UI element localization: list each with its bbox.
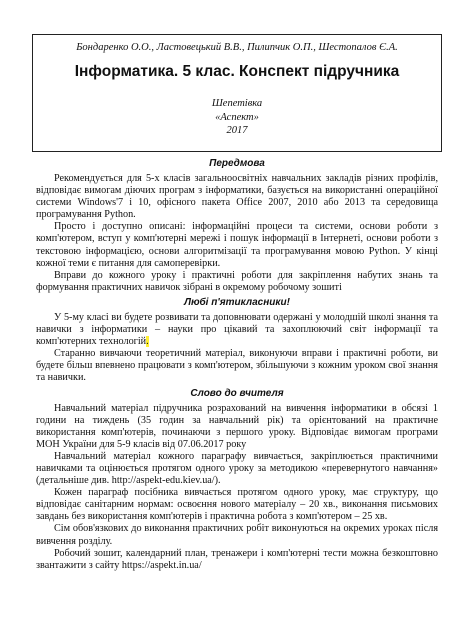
title-box <box>32 34 442 152</box>
main-content <box>36 155 438 572</box>
students-heading: Любі п'ятикласники! <box>184 296 290 308</box>
authors: Бондаренко О.О., Ластовецький В.В., Пилипчик О.П., Шестопалов Є.А. <box>76 42 398 53</box>
teacher-paragraph: Робочий зошит, календарний план, тренажери і комп'ютерні тести можна безкоштовно звантажити з сайту https://aspekt.in.ua/ <box>36 547 438 571</box>
teacher-paragraph: Навчальний матеріал підручника розрахований на вивчення інформатики в обсязі 1 години на тиждень (35 годин за навчальний рік) та орієнтований на практичне використання комп'ютерів, починаючи з першого уроку. Відповідає вимогам програми МОН України для 5-9 класів від 07.06.2017 року <box>36 402 438 450</box>
teacher-paragraph: Навчальний матеріал кожного параграфу вивчається, закріплюється практичними навичками та оцінюється протягом одного уроку за методикою «перевернутого навчання» (детальніше див. http://aspekt-edu.kiev.ua/). <box>36 450 438 487</box>
city: Шепетівка <box>211 98 263 109</box>
preface-paragraph: Просто і доступно описані: інформаційні процеси та системи, основи роботи з комп'ютером, вступ у комп'ютерні мережі і пошук інформації в Інтернеті, основи роботи з текстовою інформацією, основи алгоритмізації та програмування мовою Python. У кінці кожної теми є питання для самоперевірки. <box>36 221 438 269</box>
preface-heading: Передмова <box>209 158 265 169</box>
year: 2017 <box>226 125 248 136</box>
highlighted-text: . <box>146 336 149 348</box>
students-paragraph-text: У 5-му класі ви будете розвивати та доповнювати одержані у молодшій школі знання та навички з інформатики – науки про цікавий та захоплюючий світ інформації та комп'ютерних технологій <box>36 311 438 348</box>
preface-paragraph: Рекомендується для 5-х класів загальноосвітніх навчальних закладів різних профілів, відповідає вимогам діючих програм з інформатики, базується на використанні операційної системи Windows'7 і 10, офісного пакета Office 2007, 2010 або 2013 та середовища програмування Python. <box>36 173 438 221</box>
students-paragraph <box>36 312 438 348</box>
teacher-paragraph: Сім обов'язкових до виконання практичних робіт виконуються на окремих уроках після вивчення розділу. <box>36 523 438 547</box>
publisher: «Аспект» <box>215 111 259 123</box>
preface-paragraph: Вправи до кожного уроку і практичні роботи для закріплення набутих знань та формування практичних навичок зібрані в окремому робочому зошиті <box>36 269 438 293</box>
book-title: Інформатика. 5 клас. Конспект підручника <box>74 63 400 80</box>
students-paragraph: Старанно вивчаючи теоретичний матеріал, виконуючи вправи і практичні роботи, ви будете більш впевнено працювати з комп'ютером, збільшуючи з кожним уроком свої знання та навички. <box>36 348 438 384</box>
teacher-heading: Слово до вчителя <box>190 387 284 399</box>
teacher-paragraph: Кожен параграф посібника вивчається протягом одного уроку, має структуру, що відповідає санітарним нормам: освоєння нового матеріалу – 20 хв., виконання письмових завдань без використання комп'ютерів і практична робота з комп'ютером – 25 хв. <box>36 487 438 523</box>
publication-info <box>33 97 441 138</box>
